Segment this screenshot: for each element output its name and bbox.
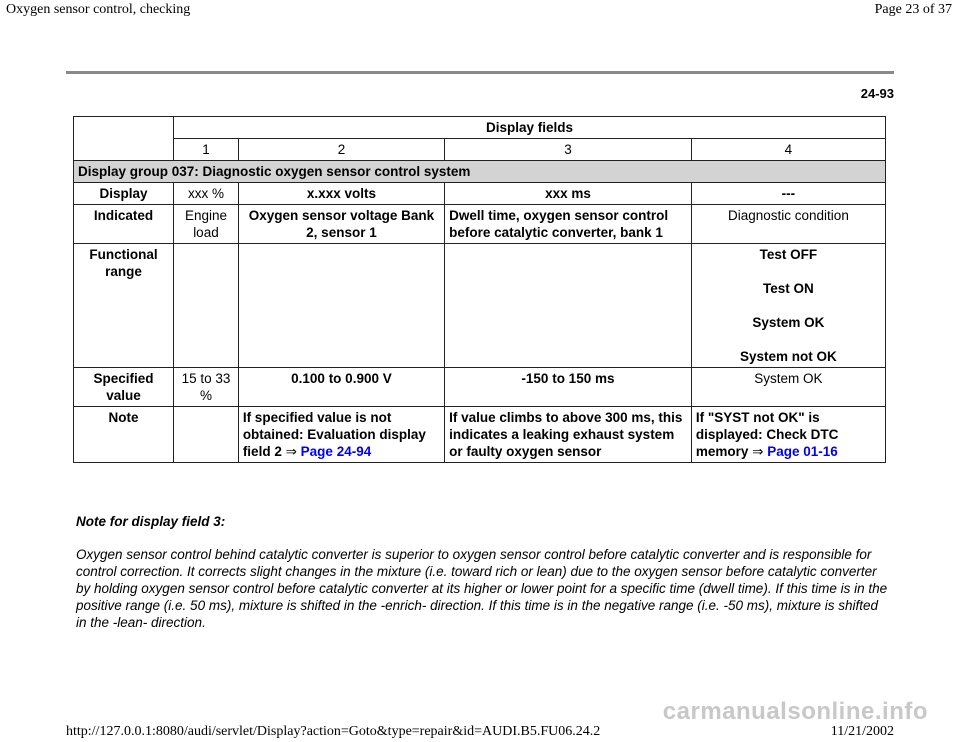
display-field-4: ---	[691, 183, 885, 205]
group-title-row	[74, 161, 886, 183]
functional-range-field-3	[445, 244, 692, 368]
note-field-3: If value climbs to above 300 ms, this indicates a leaking exhaust system or faulty oxygen sensor	[445, 407, 692, 463]
footer-date: 11/21/2002	[830, 724, 894, 739]
range-system-ok: System OK	[752, 315, 825, 330]
specified-field-1: 15 to 33 %	[174, 368, 239, 407]
indicated-field-1: Engine load	[174, 205, 239, 244]
functional-range-field-4	[691, 244, 885, 368]
display-field-3: xxx ms	[445, 183, 692, 205]
specified-field-3: -150 to 150 ms	[445, 368, 692, 407]
window-titlebar	[0, 0, 960, 20]
specified-field-4: System OK	[691, 368, 885, 407]
range-test-off: Test OFF	[759, 247, 818, 262]
note-heading: Note for display field 3:	[76, 514, 226, 529]
row-label-note: Note	[74, 407, 174, 463]
field-number-1: 1	[174, 139, 239, 161]
row-label-functional-range: Functional range	[74, 244, 174, 368]
note-field-1	[174, 407, 239, 463]
field-number-4: 4	[691, 139, 885, 161]
note-field-2	[238, 407, 444, 463]
arrow-right-icon: ⇒	[752, 444, 764, 459]
row-label-specified: Specified value	[74, 368, 174, 407]
table-corner-cell	[74, 117, 174, 161]
indicated-field-2: Oxygen sensor voltage Bank 2, sensor 1	[238, 205, 444, 244]
field-number-row	[74, 139, 886, 161]
document-title: Oxygen sensor control, checking	[6, 2, 191, 17]
note-field-2-text: If specified value is not obtained: Evaluation display field 2	[242, 410, 426, 459]
table-row	[74, 183, 886, 205]
display-fields-header: Display fields	[174, 117, 886, 139]
table-row	[74, 368, 886, 407]
range-system-not-ok: System not OK	[740, 349, 837, 364]
field-number-3: 3	[445, 139, 692, 161]
table-row	[74, 205, 886, 244]
table-row	[74, 244, 886, 368]
row-label-display: Display	[74, 183, 174, 205]
functional-range-field-1	[174, 244, 239, 368]
note-field-4-text: If "SYST not OK" is displayed: Check DTC memory	[695, 410, 839, 459]
table-row	[74, 407, 886, 463]
header-rule	[66, 71, 894, 74]
watermark-logo: carmanualsonline.info	[662, 698, 928, 725]
display-group-table	[73, 116, 886, 463]
specified-field-2: 0.100 to 0.900 V	[238, 368, 444, 407]
page-number: 24-93	[860, 86, 894, 101]
note-field-4	[691, 407, 885, 463]
display-field-1: xxx %	[174, 183, 239, 205]
display-field-2: x.xxx volts	[238, 183, 444, 205]
range-test-on: Test ON	[763, 281, 814, 296]
page-counter: Page 23 of 37	[874, 2, 952, 17]
group-title: Display group 037: Diagnostic oxygen sensor control system	[74, 161, 886, 183]
field-number-2: 2	[238, 139, 444, 161]
arrow-right-icon: ⇒	[285, 444, 297, 459]
indicated-field-3: Dwell time, oxygen sensor control before catalytic converter, bank 1	[445, 205, 692, 244]
table-header-row	[74, 117, 886, 139]
functional-range-field-2	[238, 244, 444, 368]
link-page-24-94[interactable]: Page 24-94	[300, 444, 372, 459]
row-label-indicated: Indicated	[74, 205, 174, 244]
footer-url[interactable]: http://127.0.0.1:8080/audi/servlet/Display?action=Goto&type=repair&id=AUDI.B5.FU06.24.2	[66, 724, 601, 739]
indicated-field-4: Diagnostic condition	[691, 205, 885, 244]
note-paragraph: Oxygen sensor control behind catalytic converter is superior to oxygen sensor control before catalytic converter and is responsible for control correction. It corrects slight changes in the mixture (i.e. toward rich or lean) due to the oxygen sensor before catalytic converter by holding oxygen sensor control before catalytic converter at its higher or lower point for a specific time (dwell time). If this time is in the positive range (i.e. 50 ms), mixture is shifted in the -enrich- direction. If this time is in the negative range (i.e. -50 ms), mixture is shifted in the -lean- direction.	[76, 547, 888, 630]
link-page-01-16[interactable]: Page 01-16	[767, 444, 838, 459]
